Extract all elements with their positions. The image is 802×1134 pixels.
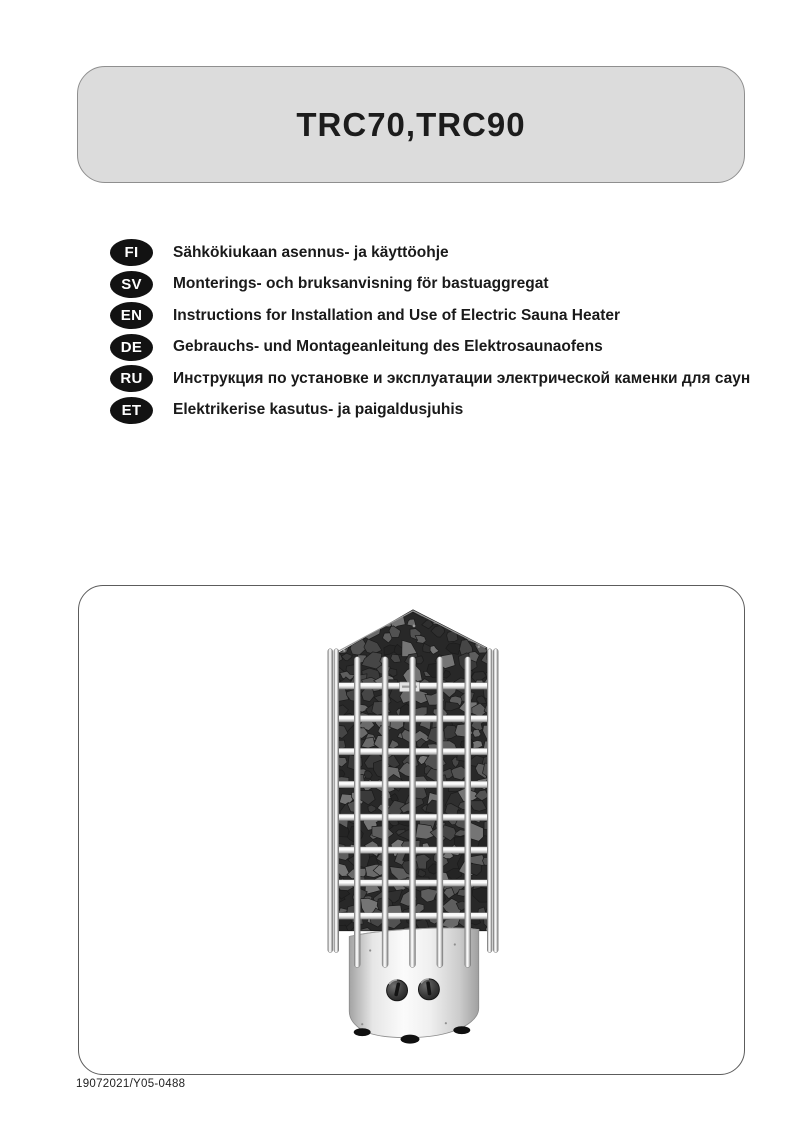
sauna-heater-illustration [79,586,744,1074]
cap-screw [343,650,345,652]
language-badge-sv: SV [110,271,153,298]
base-screw [369,949,371,951]
document-number: 19072021/Y05-0488 [76,1078,186,1090]
page-title: TRC70,TRC90 [296,105,526,143]
language-row-et [110,397,750,424]
language-badge-de: DE [110,334,153,361]
language-row-en [110,302,750,329]
language-badge-en: EN [110,302,153,329]
language-description-ru: Инструкция по установке и эксплуатации электрической каменки для саун [173,369,751,387]
language-row-fi [110,239,750,266]
language-badge-fi: FI [110,239,153,266]
language-description-de: Gebrauchs- und Montageanleitung des Elektrosaunaofens [173,338,603,355]
language-description-sv: Monterings- och bruksanvisning för bastuaggregat [173,275,549,292]
language-row-de [110,334,750,361]
language-description-et: Elektrikerise kasutus- ja paigaldusjuhis [173,401,464,418]
language-badge-et: ET [110,397,153,424]
language-description-fi: Sähkökiukaan asennus- ja käyttöohje [173,243,449,261]
base-screw [445,1022,447,1024]
base-screw [454,943,456,945]
cap-screw [478,646,480,648]
title-box [77,66,745,183]
language-row-ru [110,365,750,392]
language-row-sv [110,271,750,298]
base-screw [361,1023,363,1025]
language-badge-ru: RU [110,365,153,392]
cap-screw [413,624,416,627]
timer-knob [418,979,439,1000]
language-list [110,239,750,428]
language-description-en: Instructions for Installation and Use of Electric Sauna Heater [173,306,621,324]
thermostat-knob [387,980,408,1001]
illustration-box [78,585,745,1075]
